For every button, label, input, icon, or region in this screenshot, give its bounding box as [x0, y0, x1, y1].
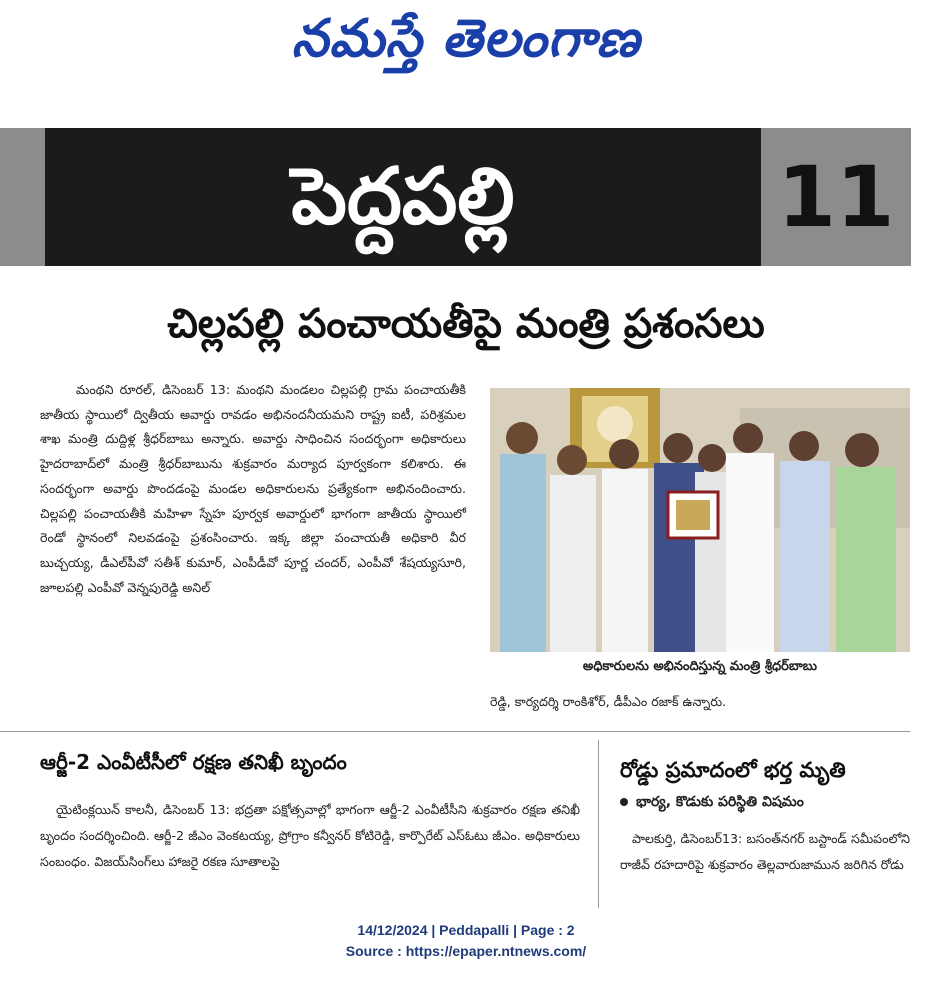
bullet-icon — [620, 798, 628, 806]
article3-headline: రోడ్డు ప్రమాదంలో భర్త మృతి — [620, 758, 846, 782]
officials-photo-illustration — [490, 388, 910, 652]
masthead — [0, 0, 932, 80]
article2-headline: ఆర్జీ-2 ఎంవీటీసీలో రక్షణ తనిఖీ బృందం — [40, 750, 347, 774]
article1-paragraph: మంథని రూరల్, డిసెంబర్ 13: మంథని మండలం చిల్లపల్లి గ్రామ పంచాయతీకి జాతీయ స్థాయిలో ద్వితీయ అవార్డు రావడం అభినందనీయమని రాష్ట్ర ఐటీ, పరిశ్రమల శాఖ మంత్రి దుద్దిళ్ల శ్రీధర్‌బాబు అన్నారు. అవార్డు సాధించిన సందర్భంగా అధికారులు హైదరాబాద్‌లో మంత్రి శ్రీధర్‌బాబును శుక్రవారం మర్యాద పూర్వకంగా కలిశారు. ఈ సందర్భంగా అవార్డు పొందడంపై మండల అధికారులను ప్రత్యేకంగా అభినందించారు. చిల్లపల్లి పంచాయతీకి మహిళా స్నేహ పూర్వక అవార్డులో భాగంగా జాతీయ స్థాయిలో రెండో స్థానంలో నిలవడంపై ప్రశంసించారు. ఇక్క జిల్లా పంచాయతీ అధికారి వీర బుచ్చయ్య, డీఎల్‌పీవో సతీశ్ కుమార్, ఎంపీడీవో పూర్ణ చందర్, ఎంపీవో శేషయ్యసూరి, జూలపల్లి ఎంపీవో వెన్నపురెడ్డి అనిల్ — [40, 382, 466, 595]
article1-headline: చిల్లపల్లి పంచాయతీపై మంత్రి ప్రశంసలు — [167, 301, 765, 347]
article3-paragraph: పాలకుర్తి, డిసెంబర్13: బసంత్‌నగర్ బస్టాండ్ సమీపంలోని రాజీవ్ రహదారిపై శుక్రవారం తెల్లవారుజామున జరిగిన రోడు — [620, 831, 910, 872]
horizontal-divider — [0, 731, 910, 732]
vertical-divider — [598, 740, 599, 908]
article1-continuation: రెడ్డి, కార్యదర్శి రాంకిశోర్, డీపీఎం రజాక్ ఉన్నారు. — [490, 694, 727, 709]
article3-subhead-text: భార్య, కొడుకు పరిస్థితి విషమం — [636, 794, 804, 810]
photo-caption: అధికారులను అభినందిస్తున్న మంత్రి శ్రీధర్‌బాబు — [582, 659, 818, 674]
footer-source-link[interactable]: Source : https://epaper.ntnews.com/ — [345, 943, 587, 959]
newspaper-logo: నమస్తే తెలంగాణ — [291, 9, 641, 69]
article3-body — [620, 826, 910, 878]
section-band-left — [0, 128, 45, 266]
section-band-title — [45, 128, 761, 266]
article1-body — [40, 378, 466, 600]
section-title: పెద్దపల్లి — [291, 152, 515, 242]
article2-body — [40, 797, 580, 875]
footer — [0, 920, 932, 962]
section-band-page — [761, 128, 911, 266]
footer-date-line: 14/12/2024 | Peddapalli | Page : 2 — [357, 922, 575, 938]
page-number: 11 — [777, 148, 895, 246]
article2-paragraph: యైటింక్లయిన్ కాలనీ, డిసెంబర్ 13: భద్రతా పక్షోత్సవాల్లో భాగంగా ఆర్జీ-2 ఎంవీటీసీని శుక్రవారం రక్షణ తనిఖీ బృందం సందర్శించింది. ఆర్జీ-2 జీఎం వెంకటయ్య, ప్రోగ్రాం కన్వీనర్ కోటిరెడ్డి, కార్పొరేట్ ఎస్ఓటు జీఎం. అధికారులు సంబంధం. విజయ్‌సింగ్‌లు హాజరై రకణ సూతాలపై — [40, 802, 580, 869]
article1-photo — [490, 388, 910, 652]
article3-subhead — [620, 792, 912, 812]
